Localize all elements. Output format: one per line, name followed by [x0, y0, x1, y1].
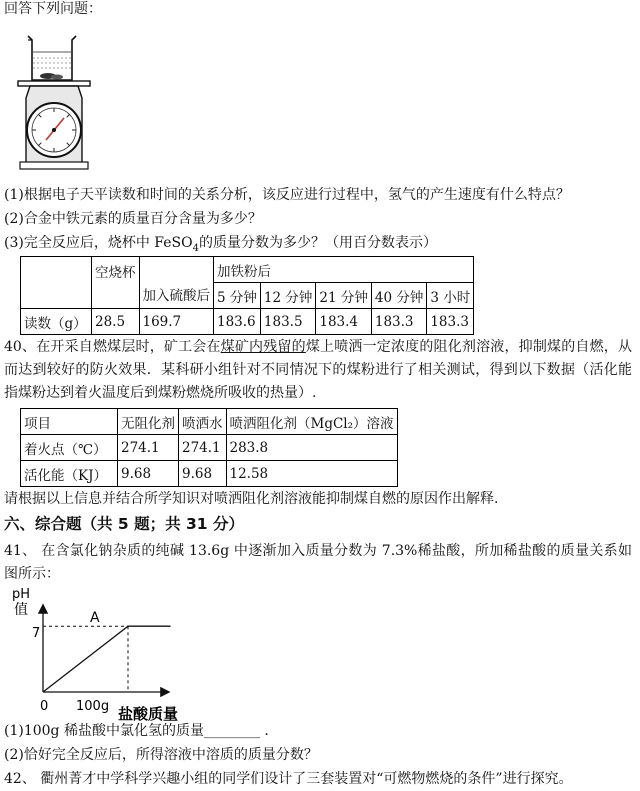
q40-text-b: 煤上喷洒一定浓度的阻化剂溶液，抑制煤的自燃，从而达到较好的防火效果．某科研小组针对不同情况下的煤粉进行了相关测试，得到以下数据（活化能指煤粉达到着火温度后到煤粉燃烧所吸收的热量）. [4, 339, 632, 401]
table1-add-iron-header: 加铁粉后 [214, 257, 474, 283]
origin-label: 0 [40, 699, 49, 714]
ph-graph [10, 584, 200, 724]
q40-instruction: 请根据以上信息并结合所学知识对喷洒阻化剂溶液能抑制煤自燃的原因作出解释. [4, 491, 499, 507]
y-tick-7: 7 [32, 626, 41, 641]
table1-cell: 183.6 [214, 309, 261, 335]
table2-row-label: 着火点（℃） [21, 435, 118, 461]
q42-text: 42、 衢州菁才中学科学兴趣小组的同学们设计了三套装置对“可燃物燃烧的条件”进行探究。 [4, 771, 573, 787]
table1-time-header: 40 分钟 [371, 283, 426, 309]
q40-paragraph [4, 336, 632, 405]
point-a-label: A [90, 610, 100, 626]
table1-time-header: 12 分钟 [260, 283, 315, 309]
q39-part3-post: 的质量分数为多少？（用百分数表示） [198, 235, 437, 251]
table1-cell: 183.3 [371, 309, 426, 335]
table2-header: 喷洒水 [179, 409, 227, 435]
q40-text-underlined: 煤矿内残留的 [220, 339, 306, 355]
balance-beaker-illustration [14, 32, 96, 172]
y-label-value: 值 [14, 602, 28, 618]
table2-header: 项目 [21, 409, 118, 435]
table1-time-header: 21 分钟 [316, 283, 371, 309]
table1-empty-beaker-label: 空烧杯 [95, 265, 136, 281]
q41-part1: (1)100g 稀盐酸中氯化氢的质量________ . [4, 723, 269, 739]
table1-time-header: 5 分钟 [214, 283, 261, 309]
table1-row-label: 读数（g） [21, 309, 92, 335]
q39-part1: (1)根据电子天平读数和时间的关系分析，该反应进行过程中，氢气的产生速度有什么特点？ [4, 187, 570, 203]
balance-readings-table [20, 256, 474, 335]
table1-time-header: 3 小时 [427, 283, 474, 309]
coal-test-table [20, 408, 398, 487]
table2-cell: 9.68 [118, 461, 179, 487]
y-label-ph: pH [12, 587, 31, 602]
q39-part3-sub: 4 [192, 242, 199, 254]
q41-text: 41、 在含氯化钠杂质的纯碱 13.6g 中逐渐加入质量分数为 7.3%稀盐酸，所加稀盐酸的质量关系如图所示： [4, 543, 632, 582]
q39-part3 [4, 234, 437, 258]
q39-part3-pre: (3)完全反应后，烧杯中 FeSO [4, 235, 193, 251]
table1-empty-beaker-header [92, 257, 140, 309]
table1-cell: 183.5 [260, 309, 315, 335]
table1-corner [21, 257, 92, 309]
table2-header: 无阻化剂 [118, 409, 179, 435]
table2-cell: 9.68 [179, 461, 227, 487]
section-six-heading: 六、综合题（共 5 题；共 31 分） [4, 515, 244, 533]
q41-part2: (2)恰好完全反应后，所得溶液中溶质的质量分数？ [4, 747, 318, 763]
table1-cell: 183.4 [316, 309, 371, 335]
table2-cell: 274.1 [118, 435, 179, 461]
table1-cell: 28.5 [92, 309, 140, 335]
x-tick-100g: 100g [76, 699, 110, 714]
x-axis-label: 盐酸质量 [118, 705, 179, 723]
ph-series-line [43, 626, 171, 692]
q39-part2: (2)合金中铁元素的质量百分含量为多少？ [4, 211, 262, 227]
table2-header: 喷洒阻化剂（MgCl₂）溶液 [226, 409, 397, 435]
table2-row-label: 活化能（KJ） [21, 461, 118, 487]
table2-cell: 283.8 [226, 435, 397, 461]
table1-add-acid-label: 加入硫酸后 [142, 288, 210, 304]
table1-cell: 169.7 [139, 309, 214, 335]
table1-add-acid-header [139, 257, 214, 309]
q40-text-a: 40、在开采自燃煤层时，矿工会在 [4, 339, 221, 355]
table2-cell: 274.1 [179, 435, 227, 461]
table2-cell: 12.58 [226, 461, 397, 487]
table1-cell: 183.3 [427, 309, 474, 335]
intro-text: 回答下列问题： [4, 1, 102, 17]
